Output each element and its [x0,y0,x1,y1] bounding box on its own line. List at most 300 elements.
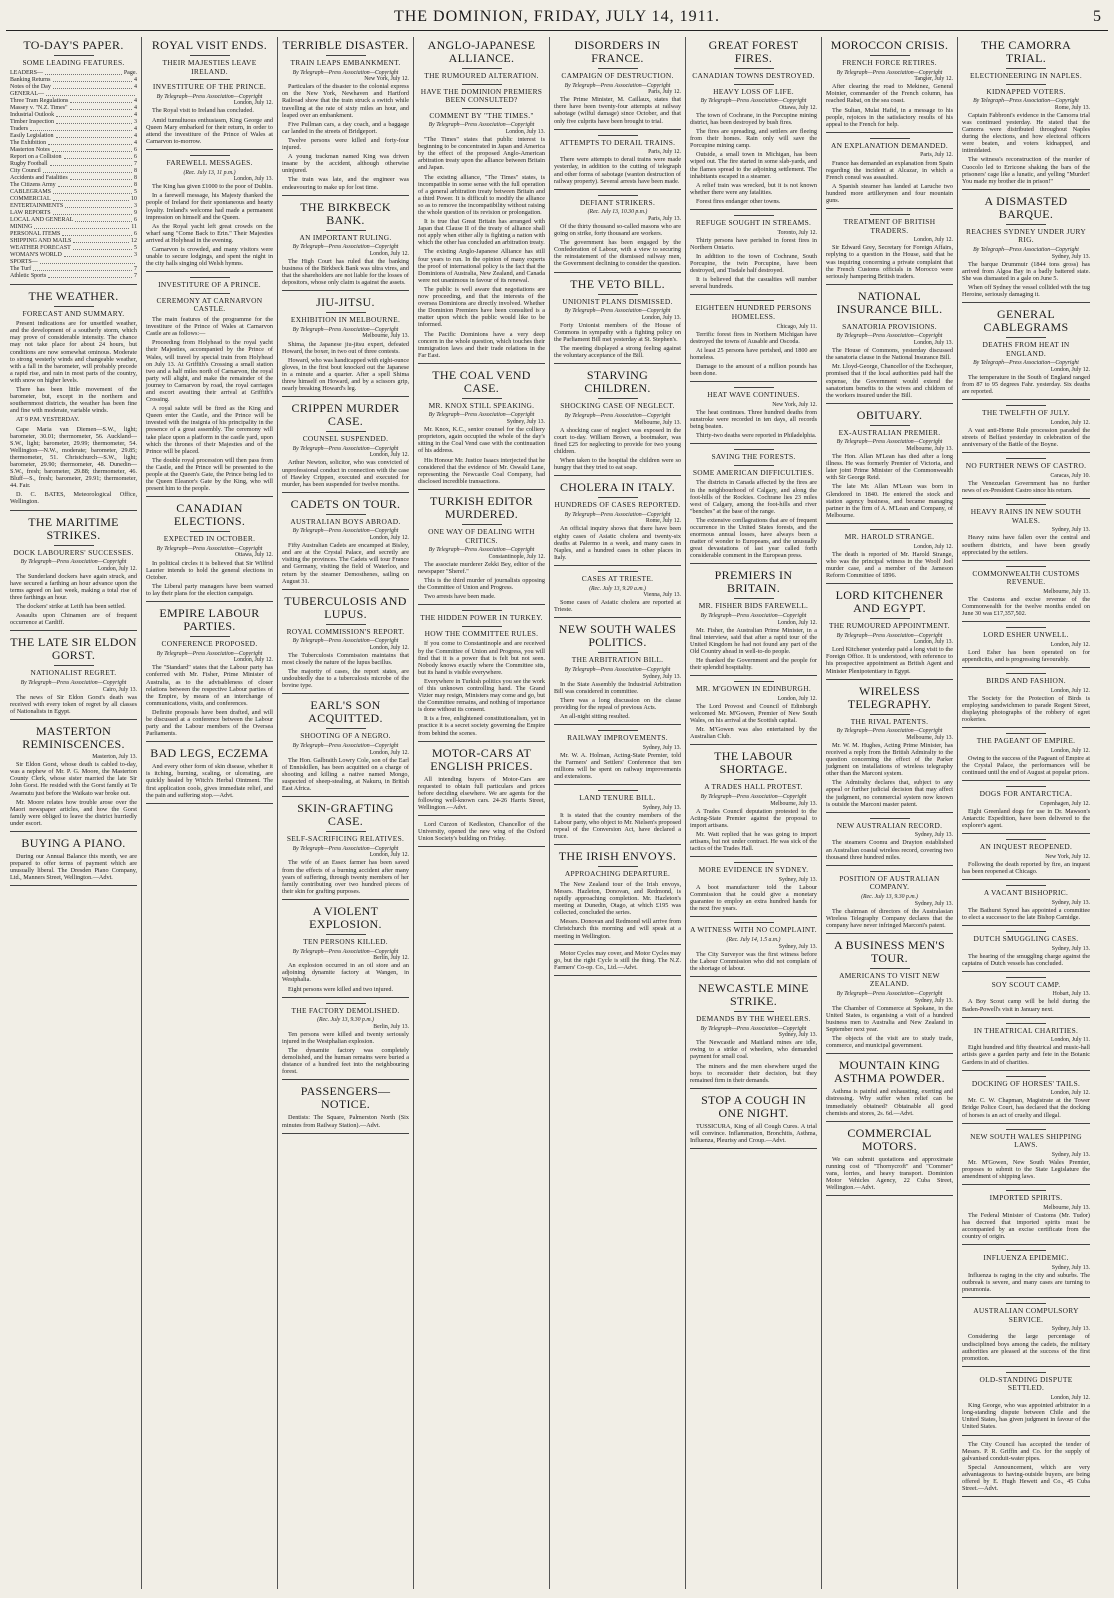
byline: By Telegraph—Press Association—Copyright [292,244,399,251]
index-page: 7 [134,265,137,272]
index-row [10,238,137,245]
article [418,369,545,490]
article-subhead: SAVING THE FORESTS. [711,452,796,462]
article-headline: GENERAL CABLEGRAMS [983,307,1069,335]
index-leader [48,273,132,278]
index-row [10,168,137,175]
article-paragraph: Mr. Lloyd-George, Chancellor of the Exchequer, promised that if the local authorities paid half the expense, the Government would extend the sanatorium benefits to the wives and children of the workers insured under the Bill. [826,363,953,399]
article-separator [146,496,273,497]
divider [462,398,502,399]
index-leader [53,189,132,194]
article-headline: A VIOLENT EXPLOSION. [309,903,382,931]
article-paragraph: Two arrests have been made. [424,593,496,601]
article-subhead: DEFIANT STRIKERS. [579,197,656,207]
index-leader [43,168,132,173]
article-paragraph: The public is well aware that negotiations are now proceeding, and that the interests of the oversea Dominions are directly involved. Whether the Dominion Premiers have been consulted is a matter upon which the public would like to be informed. [418,285,545,329]
article-paragraph: When taken to the hospital the children were so hungry that they tried to eat soap. [554,456,681,472]
article-headline: JIU-JITSU. [316,295,375,310]
article-paragraph: Sir Eldon Gorst, whose death is cabled to-day, was a nephew of Mr. P. G. Moore, the Masterton County Clerk, whose sister married the late Sir John Gorst. He resided with the Gorst family at Te Awamutu just before the Waikato war broke out. [10,761,137,797]
divider [326,624,366,625]
index-row [10,119,137,126]
article [690,215,817,295]
article [962,195,1090,303]
dateline: London, July 11. [1050,1037,1090,1044]
article-paragraph: The wife of an Essex farmer has been saved from the effects of a burning accident after many years of suffering, through twenty members of her family contributing over two hundred pieces of their skin for grafting purposes. [282,859,409,895]
divider [190,79,230,80]
article-separator [962,1244,1090,1245]
divider [1006,977,1046,978]
article [826,409,953,524]
byline: By Telegraph—Press Association—Copyright [564,308,671,315]
article-subhead: A WITNESS WITH NO COMPLAINT. [690,925,817,935]
divider [462,84,502,85]
byline: By Telegraph—Press Association—Copyright [836,69,943,76]
byline: By Telegraph—Press Association—Copyright [973,98,1079,105]
byline: By Telegraph—Press Association—Copyright [428,122,535,129]
byline: By Telegraph—Press Association—Copyright [973,360,1079,367]
index-label: Notes of the Day [10,83,51,90]
article [962,885,1090,926]
article [554,195,681,273]
article-subhead: KIDNAPPED VOTERS. [986,86,1066,96]
index-label: Massey v. "N.Z. Times" [10,104,68,111]
article-paragraph: Mr. M'Gowen was also entertained by the Australian Club. [690,726,817,741]
article-subhead: THE RUMOURED APPOINTMENT. [829,620,950,630]
index-leader [58,182,132,187]
dateline: Constantinople, July 12. [488,553,545,560]
index-row [10,245,137,252]
divider [1006,885,1046,886]
article-subhead: SHOCKING CASE OF NEGLECT. [560,401,675,411]
article [962,1129,1090,1186]
article-subhead: FAREWELL MESSAGES. [166,157,253,167]
article [554,278,681,365]
index-page: 4 [134,83,137,90]
article-paragraph: A young trackman named King was driven insane by the accident, although otherwise uninjured. [282,153,409,175]
masthead [6,8,1108,31]
index-row [10,91,137,98]
article-separator [962,1123,1090,1124]
article-paragraph: The Society for the Protection of Birds is employing sandwichmen to parade Regent Street, displaying photographs of the robbery of egret rookeries. [962,694,1090,724]
dateline: Sydney, July 13. [914,900,953,907]
index-row [10,126,137,133]
divider [598,866,638,867]
index-row [10,273,137,280]
article-paragraph: Mr. W. A. Holman, Acting-State Premier, told the Farmers' and Settlers' Conference that ten millions will be spent on railway improvements and extensions. [554,751,681,781]
article-paragraph: Twelve persons were killed and forty-four injured. [282,136,409,152]
index-page: 6 [134,153,137,160]
article-separator [690,744,817,745]
article-subhead: SOME LEADING FEATURES. [22,58,125,67]
index-leader [56,112,132,117]
index-row [10,217,137,224]
article-headline: TUBERCULOSIS AND LUPUS. [284,593,407,621]
article [962,1190,1090,1245]
article-separator [690,1148,817,1149]
index-label: Industrial Outlook [10,111,55,118]
article-paragraph: Ten persons were killed and twenty seriously injured in the Westphalian explosion. [282,1030,409,1045]
divider [870,871,910,872]
article-separator [962,1297,1090,1298]
article-separator [826,523,953,524]
article [282,201,409,292]
article-paragraph: As the Royal yacht left great crowds on the wharf sang "Come Back to Erin." Their Majesties arrived at Holyhead in the evening. [146,222,273,244]
divider [462,626,502,627]
article [826,138,953,209]
article-paragraph: An official inquiry shows that there have been eighty cases of Asiatic cholera and twenty-six deaths at Palermo in a week, and many cases in Naples, and a hundred cases in other places in Italy. [554,525,681,561]
article-paragraph: Eight Greenland dogs for use in Dr. Mawson's Antarctic Expedition, have been delivered to the explorer's agent. [962,807,1090,830]
article-subhead: RAILWAY IMPROVEMENTS. [567,733,668,743]
article-paragraph: The Sunderland dockers have again struck, and have secured a farthing an hour advance upon the terms agreed on last week, making a total rise of three farthings an hour. [10,572,137,602]
article-paragraph: Mr. Knox, K.C., senior counsel for the colliery proprietors, again occupied the whole of the day's sitting in the Coal Vend case with the continuation of his address. [418,426,545,455]
article [282,595,409,695]
article-paragraph: The Lord Provost and Council of Edinburgh welcomed Mr. M'Gowen, Premier of New South Wales, on his arrival at the Scottish capital. [690,703,817,725]
article-subhead: THE HIDDEN POWER IN TURKEY. [420,613,543,623]
article-paragraph: Carnarvon is crowded, and many visitors were unable to secure lodgings, and spent the night in the city halls singing old Welsh hymns. [146,245,273,268]
article-headline: TERRIBLE DISASTER. [282,38,409,52]
article-headline: PASSENGERS—NOTICE. [300,1084,391,1112]
article-subhead: AN INQUEST REOPENED. [979,842,1073,852]
article-subhead: EXPECTED IN OCTOBER. [163,534,256,544]
byline: By Telegraph—Press Association—Copyright [292,445,399,452]
index-label: COMMERCIAL [10,195,51,202]
article-subhead: HEAVY RAINS IN NEW SOUTH WALES. [970,507,1082,525]
article-subhead: IN THEATRICAL CHARITIES. [973,1025,1079,1035]
index-leader [64,154,133,159]
article-paragraph: Proceeding from Holyhead to the royal yacht their Majesties, accompanied by the Prince of Wales, will travel by special train from Holyhead on July 13. At Griffith's Crossing a small station two and a half miles north of Carnarvon, the royal party will alight, and make the remainder of the journey to Carnarvon by road, the royal carriages and escort awaiting their arrival at Griffith's Crossing. [146,339,273,404]
article-subhead: INVESTITURE OF A PRINCE. [158,280,261,290]
byline: By Telegraph—Press Association—Copyright [836,439,943,446]
byline: By Telegraph—Press Association—Copyright [292,638,399,645]
index-page: 4 [134,104,137,111]
article-subhead: SELF-SACRIFICING RELATIVES. [286,834,405,844]
article-separator [962,1366,1090,1367]
article [690,862,817,917]
index-label: The Citizens Army [10,181,56,188]
article-headline: STOP A COUGH IN ONE NIGHT. [701,1092,806,1120]
dateline: London, July 12. [1050,1090,1090,1097]
article-paragraph: The Hon. Allan M'Lean has died after a long illness. He was formerly Premier of Victoria, and later joint Prime Minister of the Commonwealth with Sir George Reid. [826,453,953,482]
article-separator [962,780,1090,781]
dateline: Sydney, July 13. [914,997,953,1004]
article-separator [146,803,273,804]
article-paragraph: Eight hundred and fifty theatrical and music-hall artists gave a garden party and fete in the Botanic Gardens in aid of charities. [962,1044,1090,1066]
index-page: 3 [134,118,137,125]
divider [734,1011,774,1012]
article-headline: EARL'S SON ACQUITTED. [308,698,383,726]
article-paragraph: Damage to the amount of a million pounds has been done. [690,363,817,378]
byline: By Telegraph—Press Association—Copyright [700,98,807,105]
article-separator [826,583,953,584]
article-subhead: INVESTITURE OF THE PRINCE. [152,82,267,92]
article-separator [826,812,953,813]
index-leader [75,217,132,222]
article-paragraph: Mr. Moore relates how trouble arose over the Maori newspaper articles, and how the Gorst family were obliged to leave the district hurriedly under escort. [10,798,137,827]
article [146,277,273,497]
divider [870,714,910,715]
article-paragraph: The dockers' strike at Leith has been settled. [16,603,126,611]
index-row [10,154,137,161]
index-row [10,203,137,210]
article [826,871,953,934]
article-separator [826,1195,953,1196]
dateline: Sydney, July 13. [506,419,545,426]
index-label: The Turf [10,265,32,272]
dateline: London, July 12. [369,852,409,859]
article-paragraph: Heavy rains have fallen over the central and southern districts, and have been greatly appreciated by the settlers. [962,534,1090,556]
dateline: Berlin, July 13. [373,1023,409,1030]
index-label: Traders [10,125,29,132]
index-page: 8 [134,174,137,181]
article-paragraph: The objects of the visit are to study trade, commerce, and municipal government. [826,1035,953,1050]
article-paragraph: The Venezuelan Government has no further news of ex-President Castro since his return. [962,479,1090,495]
article-subhead: HOW THE COMMITTEE RULES. [424,628,539,638]
article [418,495,545,605]
article-separator [554,944,681,945]
article-separator [826,132,953,133]
article-separator [962,971,1090,972]
article-headline: THE LATE SIR ELDON GORST. [10,635,137,663]
article-separator [282,195,409,196]
index-row [10,259,137,266]
article-paragraph: A royal salute will be fired as the King and Queen enter the Castle, and the Prince will be invested with the insignia of his principality in the presence of a great assembly. The ceremony will take place upon a platform in the castle yard, upon which the thrones of their Majesties and of the Prince will be placed. [146,405,273,455]
index-label: CABLEGRAMS [10,188,52,195]
article-separator [690,976,817,977]
article-paragraph: The associate murderer Zekki Bey, editor of the newspaper "Sheref." [418,560,545,575]
article-separator [282,290,409,291]
byline: By Telegraph—Press Association—Copyright [700,794,807,801]
article [962,1441,1090,1498]
article-headline: THE IRISH ENVOYS. [558,849,677,864]
article [826,685,953,813]
article-headline: STARVING CHILDREN. [584,368,651,396]
divider [870,618,910,619]
article-subhead: HAVE THE DOMINION PREMIERS BEEN CONSULTED? [420,86,543,105]
index-row [10,70,137,77]
article-separator [554,844,681,845]
divider [734,922,774,923]
divider [462,524,502,525]
article-headline: WIRELESS TELEGRAPHY. [847,683,932,711]
article-paragraph: The miners and the men elsewhere urged the boys to reconsider their decision, but they remained firm in their demands. [690,1062,817,1084]
article-paragraph: The hearing of the smuggling charge against the captains of Dutch vessels has concluded. [962,952,1090,967]
article [554,39,681,130]
index-leader [50,161,132,166]
index-leader [53,77,133,82]
article [282,296,409,397]
article [554,623,681,725]
article-headline: ROYAL VISIT ENDS. [151,38,268,52]
article-subhead: AMERICANS TO VISIT NEW ZEALAND. [839,970,940,989]
article-paragraph: In political circles it is believed that Sir Wilfrid Laurier intends to hold the general elections in October. [146,559,273,581]
article-subhead: TRAIN LEAPS EMBANKMENT. [290,58,401,67]
article-paragraph: Forty Unionist members of the House of Commons in sympathy with a fighting policy on the Parliament Bill met yesterday at St. Stephen's. [554,321,681,344]
article [146,607,273,742]
article-paragraph: The Federal Minister of Customs (Mr. Tudor) has decreed that imported spirits must be accompanied by an excise certificate from the country of origin. [962,1211,1090,1241]
article-separator [10,510,137,511]
dateline: Sydney, July 13. [642,744,681,751]
article-subhead: DUTCH SMUGGLING CASES. [973,933,1079,943]
dateline: London, July 12. [97,565,137,572]
divider [734,387,774,388]
dateline: Sydney, July 13. [1051,1264,1090,1271]
index-label: Rugby Football [10,160,48,167]
article [146,502,273,602]
byline: By Telegraph—Press Association—Copyright [292,69,399,76]
article-paragraph: Dentists: The Square, Palmerston North (Six minutes from Railway Station).—Advt. [282,1114,409,1129]
index-page: 4 [134,76,137,83]
divider [734,449,774,450]
index-page: 5 [134,244,137,251]
dateline: London, July 12. [369,535,409,542]
article-paragraph: Considering the large percentage of undisciplined boys among the cadets, the military authorities are pleased at the success of the first promotion. [962,1333,1090,1362]
article [826,39,953,133]
divider [734,300,774,301]
article-paragraph: AT 9 P.M. YESTERDAY. [16,416,80,424]
article-headline: COMMERCIAL MOTORS. [847,1125,932,1153]
article-subhead: MR. M'GOWEN IN EDINBURGH. [696,684,811,694]
article-paragraph: The City Council has accepted the tender of Messrs. P. R. Griffin and Co. for the supply of galvanised conduit-water pipes. [962,1440,1090,1462]
article-headline: THE MARITIME STRIKES. [28,514,119,542]
article-subhead: CAMPAIGN OF DESTRUCTION. [561,71,674,80]
byline: By Telegraph—Press Association—Copyright [564,666,671,673]
dateline: New York, July 12. [772,401,817,408]
dateline: Sydney, July 13. [778,943,817,950]
article-subhead: UNIONIST PLANS DISMISSED. [562,296,673,306]
byline: By Telegraph—Press Association—Copyright [20,559,127,566]
divider [1006,839,1046,840]
article-paragraph: Eight persons were killed and two injured. [288,985,393,993]
article-paragraph: A shocking case of neglect was exposed in the court to-day. William Brown, a bootmaker, was fined £25 for neglecting to provide for two young children. [554,426,681,455]
index-page: 6 [134,230,137,237]
divider [1006,337,1046,338]
article-separator [10,831,137,832]
byline: By Telegraph—Press Association—Copyright [836,333,943,340]
column-7 [822,37,958,1589]
article-headline: ANGLO-JAPANESE ALLIANCE. [427,38,536,65]
byline: By Telegraph—Press Association—Copyright [156,650,263,657]
dateline: London, July 12. [1050,366,1090,373]
article [962,1023,1090,1071]
index-row [10,112,137,119]
article-separator [962,560,1090,561]
article-paragraph: The High Court has ruled that the banking business of the Birkbeck Bank was ultra vires, and that the shareholders are not liable for the losses of depositors, whose only claim is against the assets. [282,257,409,287]
article-subhead: EX-AUSTRALIAN PREMIER. [838,427,941,437]
dateline: London, July 12. [369,452,409,459]
dateline: Melbourne, July 13. [1043,588,1090,595]
article-paragraph: Motor Cycles may cover, and Motor Cycles may go, but the right Cycle is still the thing. The N.Z. Farmers' Co-op. Co., Ltd.—Advt. [554,949,681,971]
dateline: Ottawa, July 12. [235,552,273,559]
index-label: GENERAL— [10,90,44,97]
article-headline: THE LABOUR SHORTAGE. [714,749,793,777]
article-headline: THE WEATHER. [28,288,119,303]
article-headline: THE CAMORRA TRIAL. [980,38,1072,65]
article-paragraph: The dynamite factory was completely demolished, and the human remains were buried a distance of a hundred feet into the neighbouring forest. [282,1047,409,1076]
byline: By Telegraph—Press Association—Copyright [564,412,671,419]
divider [598,195,638,196]
article [826,529,953,584]
article-separator [418,815,545,816]
dateline: London, July 12. [233,100,273,107]
index-row [10,210,137,217]
article-separator [690,381,817,382]
article-separator [282,1079,409,1080]
index-page: 4 [134,132,137,139]
article-paragraph: There was a long discussion on the clause providing for the repeal of previous Acts. [554,696,681,711]
article-separator [10,630,137,631]
article [690,39,817,210]
article-separator [146,601,273,602]
article-subhead: SOME AMERICAN DIFFICULTIES. [692,467,815,477]
article [826,290,953,404]
divider [326,831,366,832]
article-paragraph: Thirty persons have perished in forest fires in Northern Ontario. [690,236,817,251]
divider [1006,84,1046,85]
article [146,747,273,803]
article-paragraph: In addition to the town of Cochrane, South Porcupine, the twin Porcupine, have been destroyed, and Tisdale half destroyed. [690,252,817,275]
article-separator [690,209,817,210]
article-subhead: COMMONWEALTH CUSTOMS REVENUE. [972,568,1080,587]
article-subhead: LAND TENURE BILL. [579,793,656,803]
index-row [10,266,137,273]
article-subhead: TREATMENT OF BRITISH TRADERS. [843,217,936,235]
divider [598,497,638,498]
divider [870,425,910,426]
article-subhead: THE RIVAL PATENTS. [850,716,929,726]
article-paragraph: All intending buyers of Motor-Cars are requested to obtain full particulars and prices before deciding elsewhere. We are agents for the following well-known cars. 24-26 Harris Street, Wellington.—Advt. [418,775,545,812]
article [418,821,545,847]
article-paragraph: Some cases of Asiatic cholera are reported at Trieste. [554,599,681,614]
index-page: 9 [134,209,137,216]
article [10,290,137,511]
article-paragraph: A Trades Council deputation protested to the Acting-State Premier against the proposal to import artisans. [690,807,817,829]
article-paragraph: King George, who was appointed arbitrator in a long-standing dispute between Chile and the United States, has given judgment in favour of the United States. [962,1402,1090,1431]
article-subhead: TEN PERSONS KILLED. [303,936,388,946]
article-headline: CANADIAN ELECTIONS. [173,501,246,529]
divider [1006,627,1046,628]
article-separator [418,604,545,605]
article-subhead: SANATORIA PROVISIONS. [842,321,937,331]
article [826,939,953,1054]
dateline: Sydney, July 13. [642,673,681,680]
article-paragraph: The steamers Coomu and Drayton established an Australian coastal wireless record, covering two thousand three hundred miles. [826,839,953,861]
article [10,725,137,832]
dateline: Rome, July 12. [645,518,681,525]
dateline: New York, July 12. [364,76,409,83]
byline: By Telegraph—Press Association—Copyright [836,991,943,998]
divider [190,155,230,156]
article [962,1303,1090,1367]
article [962,405,1090,453]
article-headline: MOROCCON CRISIS. [830,38,949,52]
article-paragraph: An all-night sitting resulted. [560,713,630,721]
divider [598,571,638,572]
column-6 [686,37,822,1589]
index-leader [56,119,132,124]
article-paragraph: Present indications are for unsettled weather, and the development of a southerly storm, which may prove of considerable intensity. The chance may not take place for about 24 hours, but conditions are now somewhat ominous. Moderate to strong westerly winds and changeable weather, with a fall in the barometer, will probably precede a rapid rise, and rain in most parts of the country, with snow on higher levels. [10,320,137,384]
dateline: Sydney, July 13. [778,1032,817,1039]
divider [326,728,366,729]
dateline: Copenhagen, July 12. [1039,800,1090,807]
article-subhead: THE FACTORY DEMOLISHED. [291,1005,400,1015]
article-paragraph: The Pacific Dominions have a very deep concern in the whole question, which touches their immigration laws and their trade relations in the Far East. [418,330,545,359]
index-label: The Exhibition [10,139,47,146]
article-paragraph: He thanked the Government and the people for their splendid hospitality. [690,657,817,672]
article [282,498,409,590]
article-subhead: THE RUMOURED ALTERATION. [424,71,539,80]
article-headline: OBITUARY. [856,407,923,422]
index-label: City Council [10,167,41,174]
